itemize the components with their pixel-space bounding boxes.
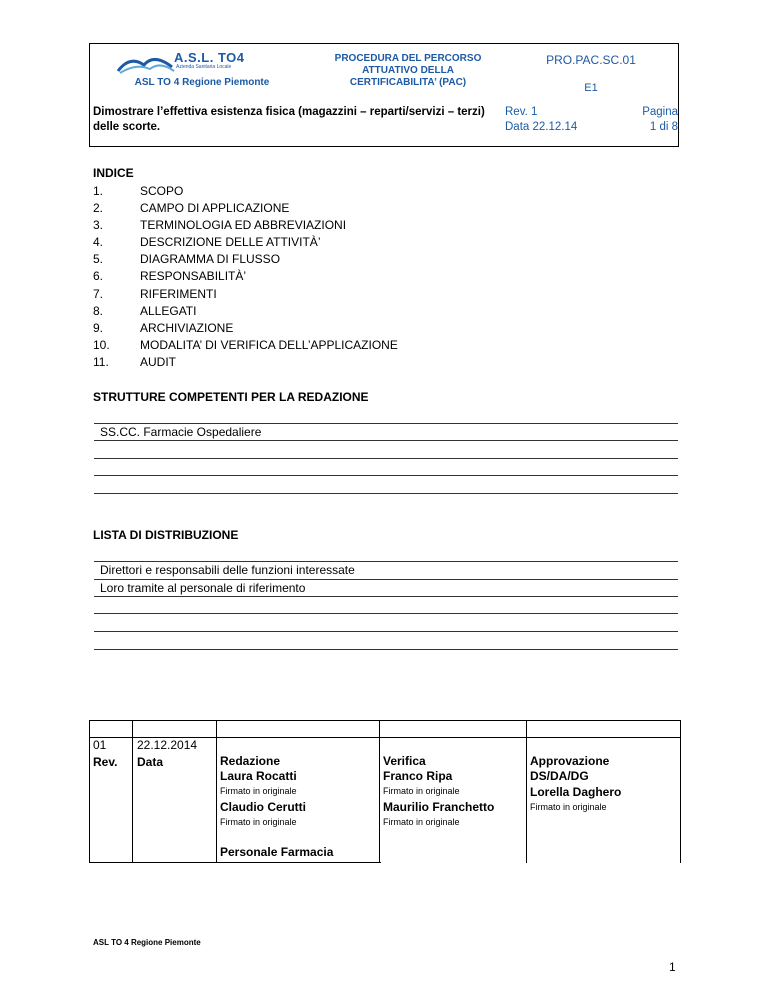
table-border bbox=[89, 721, 90, 863]
index-label: ARCHIVIAZIONE bbox=[140, 320, 234, 335]
procedure-title-line: ATTUATIVO DELLA bbox=[362, 65, 454, 76]
form-line bbox=[94, 423, 678, 424]
index-item bbox=[93, 268, 398, 285]
procedure-title bbox=[316, 53, 500, 89]
doc-code: PRO.PAC.SC.01 bbox=[546, 53, 636, 67]
date-label: Data bbox=[137, 755, 164, 769]
procedure-title-cell bbox=[314, 44, 502, 102]
index-label: CAMPO DI APPLICAZIONE bbox=[140, 201, 290, 216]
index-item bbox=[93, 303, 398, 320]
doc-code-cell bbox=[502, 44, 680, 102]
index-item bbox=[93, 251, 398, 268]
index-number: 4. bbox=[93, 235, 104, 250]
index-label: AUDIT bbox=[140, 354, 176, 369]
index-item bbox=[93, 200, 398, 217]
index-item bbox=[93, 337, 398, 354]
organization-name: ASL TO 4 Regione Piemonte bbox=[134, 77, 270, 88]
subject-cell bbox=[90, 102, 502, 148]
index-number: 5. bbox=[93, 252, 104, 267]
index-label: RIFERIMENTI bbox=[140, 286, 217, 301]
logo-cell bbox=[90, 44, 314, 102]
verifica-label: Verifica bbox=[383, 754, 426, 768]
table-border bbox=[216, 721, 217, 863]
index-number: 1. bbox=[93, 184, 104, 198]
form-line bbox=[94, 493, 678, 494]
index-label: DESCRIZIONE DELLE ATTIVITÀ’ bbox=[140, 235, 321, 250]
form-line bbox=[94, 596, 678, 597]
document-header bbox=[89, 43, 679, 147]
page-info bbox=[616, 105, 678, 135]
approvazione-name: Lorella Daghero bbox=[530, 785, 622, 799]
index-label: RESPONSABILITÀ’ bbox=[140, 269, 247, 284]
redazione-name: Laura Rocatti bbox=[220, 769, 297, 783]
strutture-title: STRUTTURE COMPETENTI PER LA REDAZIONE bbox=[93, 390, 369, 404]
index-item bbox=[93, 320, 398, 337]
index-item bbox=[93, 286, 398, 303]
index-number: 7. bbox=[93, 286, 104, 301]
index-number: 10. bbox=[93, 337, 110, 352]
redazione-name: Personale Farmacia bbox=[220, 845, 334, 859]
logo-name: A.S.L. TO4 bbox=[174, 50, 245, 65]
revision-number: Rev. 1 bbox=[505, 106, 538, 118]
redazione-label: Redazione bbox=[220, 754, 281, 768]
index-number: 2. bbox=[93, 201, 104, 216]
distribuzione-line: Direttori e responsabili delle funzioni interessate bbox=[100, 563, 355, 577]
table-border bbox=[680, 721, 681, 863]
verifica-signed: Firmato in originale bbox=[383, 786, 460, 796]
rev-value: 01 bbox=[93, 738, 107, 752]
footer-organization: ASL TO 4 Regione Piemonte bbox=[93, 938, 201, 947]
redazione-signed: Firmato in originale bbox=[220, 786, 297, 796]
form-line bbox=[94, 458, 678, 459]
rev-label: Rev. bbox=[93, 755, 118, 769]
doc-subject: Dimostrare l’effettiva esistenza fisica (magazzini – reparti/servizi – terzi) delle scorte. bbox=[93, 106, 485, 133]
verifica-name: Franco Ripa bbox=[383, 769, 453, 783]
form-line bbox=[94, 631, 678, 632]
distribuzione-line: Loro tramite al personale di riferimento bbox=[100, 581, 306, 595]
page-number: 1 bbox=[669, 960, 676, 974]
revision-info bbox=[505, 105, 577, 135]
index-label: TERMINOLOGIA ED ABBREVIAZIONI bbox=[140, 218, 347, 233]
signature-table bbox=[89, 720, 681, 862]
table-border bbox=[216, 737, 681, 738]
redazione-signed: Firmato in originale bbox=[220, 817, 297, 827]
table-border bbox=[379, 721, 380, 863]
page-cell bbox=[616, 102, 680, 148]
index-title: INDICE bbox=[93, 166, 134, 180]
index-item bbox=[93, 183, 398, 200]
revision-date: Data 22.12.14 bbox=[505, 121, 578, 133]
approvazione-label: Approvazione bbox=[530, 754, 610, 768]
index-label: MODALITA’ DI VERIFICA DELL’APPLICAZIONE bbox=[140, 337, 398, 352]
distribuzione-title: LISTA DI DISTRIBUZIONE bbox=[93, 528, 239, 542]
index-label: DIAGRAMMA DI FLUSSO bbox=[140, 252, 281, 267]
redazione-name: Claudio Cerutti bbox=[220, 800, 306, 814]
table-border bbox=[89, 862, 381, 863]
date-value: 22.12.2014 bbox=[137, 738, 198, 752]
form-line bbox=[94, 475, 678, 476]
index-number: 8. bbox=[93, 303, 104, 318]
form-line bbox=[94, 649, 678, 650]
revision-cell bbox=[502, 102, 616, 148]
form-line bbox=[94, 579, 678, 580]
index-item bbox=[93, 354, 398, 371]
doc-edition: E1 bbox=[584, 82, 598, 94]
index-number: 9. bbox=[93, 320, 104, 335]
approvazione-role: DS/DA/DG bbox=[530, 769, 589, 783]
index-list bbox=[93, 183, 398, 371]
index-item bbox=[93, 217, 398, 234]
index-item bbox=[93, 234, 398, 251]
table-border bbox=[526, 721, 527, 863]
procedure-title-line: PROCEDURA DEL PERCORSO bbox=[334, 53, 482, 64]
form-line bbox=[94, 561, 678, 562]
table-border bbox=[132, 721, 133, 863]
page-of: 1 di 8 bbox=[649, 121, 678, 133]
strutture-line: SS.CC. Farmacie Ospedaliere bbox=[100, 425, 262, 439]
index-number: 11. bbox=[93, 354, 109, 369]
index-label: SCOPO bbox=[140, 184, 184, 198]
form-line bbox=[94, 440, 678, 441]
approvazione-signed: Firmato in originale bbox=[530, 802, 607, 812]
index-number: 3. bbox=[93, 218, 104, 233]
verifica-name: Maurilio Franchetto bbox=[383, 800, 495, 814]
index-number: 6. bbox=[93, 269, 104, 284]
form-line bbox=[94, 613, 678, 614]
procedure-title-line: CERTIFICABILITA’ (PAC) bbox=[349, 77, 467, 88]
index-label: ALLEGATI bbox=[140, 303, 197, 318]
verifica-signed: Firmato in originale bbox=[383, 817, 460, 827]
logo-tagline: Azienda Sanitaria Locale bbox=[176, 64, 232, 70]
page-label: Pagina bbox=[642, 106, 678, 118]
